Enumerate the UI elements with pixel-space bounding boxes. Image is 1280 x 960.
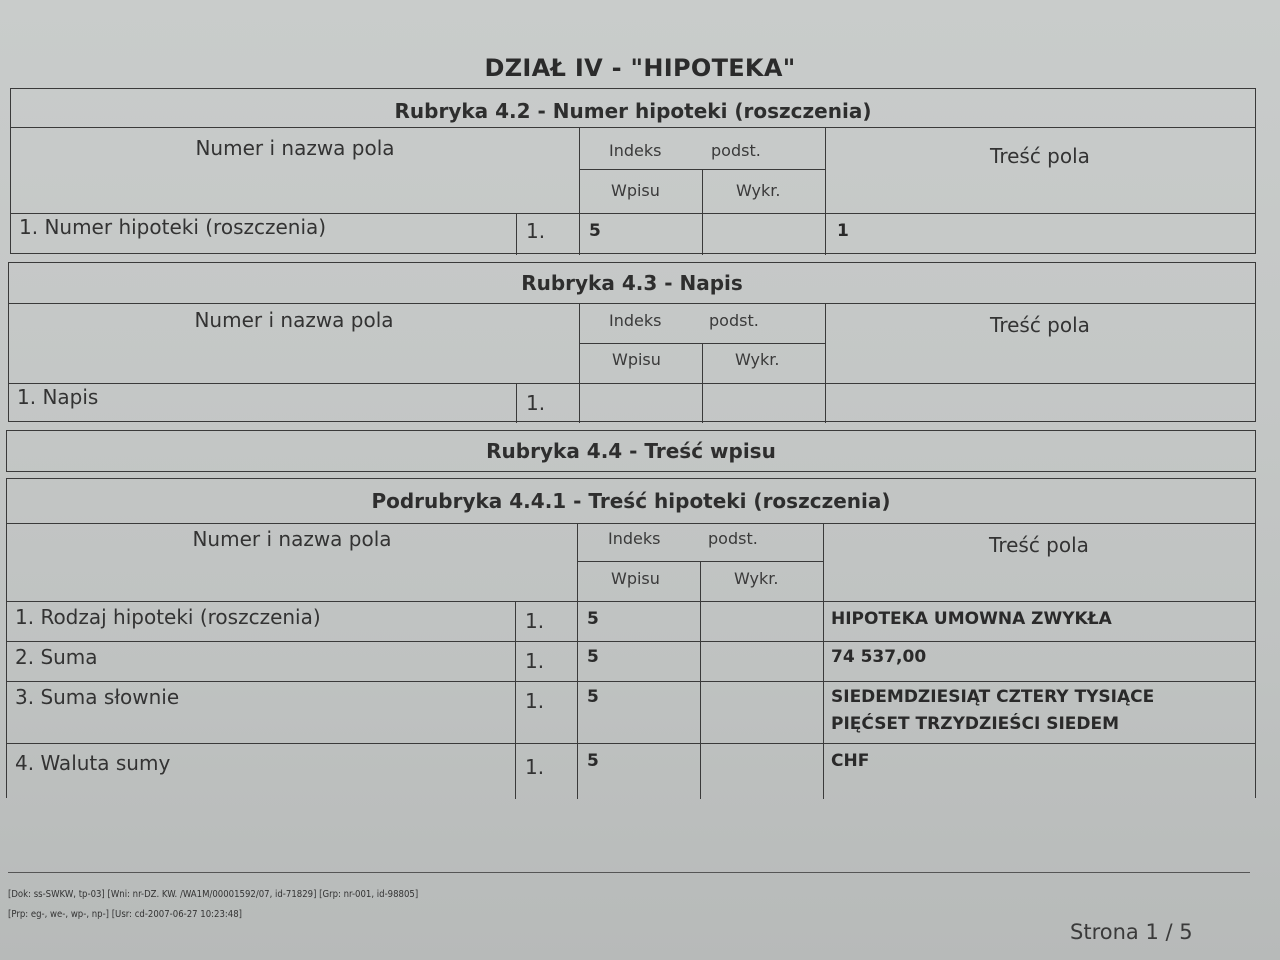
row-entry: 5 bbox=[589, 221, 601, 241]
section-heading: Rubryka 4.3 - Napis bbox=[521, 271, 743, 295]
section-heading: Rubryka 4.4 - Treść wpisu bbox=[486, 439, 776, 463]
footer-meta-line2: [Prp: eg-, we-, wp-, np-] [Usr: cd-2007-06-27 10:23:48] bbox=[8, 909, 243, 920]
row-content: 74 537,00 bbox=[831, 647, 927, 667]
row-content: CHF bbox=[831, 751, 870, 771]
row-label: 4. Waluta sumy bbox=[15, 751, 171, 775]
section-4-2 bbox=[10, 88, 1256, 254]
document-title: DZIAŁ IV - "HIPOTEKA" bbox=[484, 54, 796, 82]
col-header-index: Indeks bbox=[609, 141, 662, 160]
col-header-content: Treść pola bbox=[989, 533, 1089, 557]
row-num: 1. bbox=[526, 219, 546, 243]
row-num: 1. bbox=[525, 689, 545, 713]
row-num: 1. bbox=[525, 649, 545, 673]
row-num: 1. bbox=[525, 609, 545, 633]
row-label: 3. Suma słownie bbox=[15, 685, 180, 709]
row-entry: 5 bbox=[587, 751, 599, 771]
footer-meta-line1: [Dok: ss-SWKW, tp-03] [Wni: nr-DZ. KW. /WA1M/00001592/07, id-71829] [Grp: nr-001, id-98805] bbox=[8, 889, 419, 900]
col-header-deletion: Wykr. bbox=[734, 569, 779, 588]
col-header-deletion: Wykr. bbox=[736, 181, 781, 200]
col-header-index: Indeks bbox=[609, 311, 662, 330]
col-header-entry: Wpisu bbox=[612, 350, 661, 369]
section-heading: Rubryka 4.2 - Numer hipoteki (roszczenia) bbox=[394, 99, 872, 123]
col-header-field: Numer i nazwa pola bbox=[195, 136, 395, 160]
row-label: 1. Rodzaj hipoteki (roszczenia) bbox=[15, 605, 321, 629]
col-header-entry: Wpisu bbox=[611, 181, 660, 200]
footer-divider bbox=[8, 872, 1250, 873]
row-num: 1. bbox=[525, 755, 545, 779]
section-4-3 bbox=[8, 262, 1256, 422]
page-number: Strona 1 / 5 bbox=[1070, 920, 1193, 944]
row-label: 1. Napis bbox=[17, 385, 99, 409]
row-entry: 5 bbox=[587, 687, 599, 707]
row-entry: 5 bbox=[587, 609, 599, 629]
row-num: 1. bbox=[526, 391, 546, 415]
row-label: 2. Suma bbox=[15, 645, 98, 669]
col-header-content: Treść pola bbox=[990, 144, 1090, 168]
row-content: HIPOTEKA UMOWNA ZWYKŁA bbox=[831, 609, 1112, 629]
col-header-entry: Wpisu bbox=[611, 569, 660, 588]
section-heading: Podrubryka 4.4.1 - Treść hipoteki (roszczenia) bbox=[371, 489, 891, 513]
col-header-index: Indeks bbox=[608, 529, 661, 548]
col-header-basis: podst. bbox=[711, 141, 761, 160]
col-header-basis: podst. bbox=[708, 529, 758, 548]
section-4-4 bbox=[6, 430, 1256, 472]
col-header-deletion: Wykr. bbox=[735, 350, 780, 369]
row-entry: 5 bbox=[587, 647, 599, 667]
col-header-field: Numer i nazwa pola bbox=[194, 308, 394, 332]
subsection-4-4-1 bbox=[6, 478, 1256, 798]
row-content: 1 bbox=[837, 221, 849, 241]
row-label: 1. Numer hipoteki (roszczenia) bbox=[19, 215, 327, 239]
col-header-basis: podst. bbox=[709, 311, 759, 330]
row-content: SIEDEMDZIESIĄT CZTERY TYSIĄCE bbox=[831, 687, 1155, 707]
col-header-field: Numer i nazwa pola bbox=[192, 527, 392, 551]
row-content-line2: PIĘĆSET TRZYDZIEŚCI SIEDEM bbox=[831, 714, 1120, 734]
col-header-content: Treść pola bbox=[990, 313, 1090, 337]
